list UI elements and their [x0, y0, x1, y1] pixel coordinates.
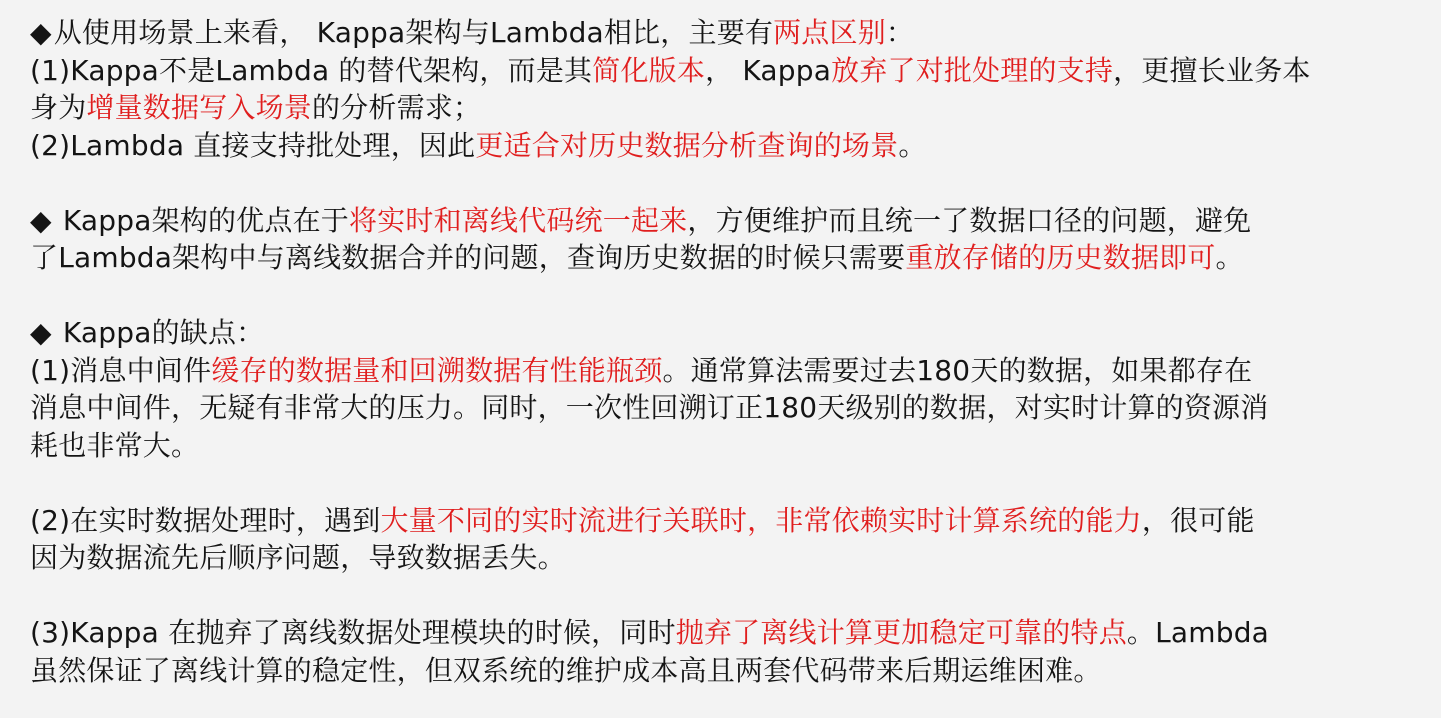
- spacer: [30, 164, 1401, 202]
- spacer: [30, 464, 1401, 502]
- spacer: [30, 577, 1401, 615]
- disadvantage-1-line-1: (1)消息中间件缓存的数据量和回溯数据有性能瓶颈。通常算法需要过去180天的数据，如果都存在: [30, 353, 1253, 387]
- diamond-icon: ◆: [30, 16, 52, 49]
- kappa-advantage-line-1: ◆ Kappa架构的优点在于将实时和离线代码统一起来，方便维护而且统一了数据口径的问题，避免: [30, 202, 1401, 240]
- spacer: [30, 277, 1401, 315]
- difference-2: (2)Lambda 直接支持批处理，因此更适合对历史数据分析查询的场景。: [30, 128, 927, 162]
- disadvantage-3-line-1: (3)Kappa 在抛弃了离线数据处理模块的时候，同时抛弃了离线计算更加稳定可靠的特点。Lambda: [30, 616, 1270, 649]
- difference-1-line-1: (1)Kappa不是Lambda 的替代架构，而是其简化版本， Kappa放弃了对批处理的支持，更擅长业务本: [30, 53, 1311, 87]
- kappa-disadvantage-heading: ◆ Kappa的缺点：: [30, 314, 1401, 352]
- disadvantage-3-line-2: 虽然保证了离线计算的稳定性，但双系统的维护成本高且两套代码带来后期运维困难。: [30, 653, 1102, 687]
- kappa-advantage-line-2: 了Lambda架构中与离线数据合并的问题，查询历史数据的时候只需要重放存储的历史数据即可。: [30, 241, 1244, 274]
- disadvantage-1-line-3: 耗也非常大。: [30, 428, 200, 462]
- diamond-icon: ◆: [30, 316, 52, 349]
- disadvantage-2-line-2: 因为数据流先后顺序问题，导致数据丢失。: [30, 541, 566, 574]
- usage-scenario-intro: ◆从使用场景上来看， Kappa架构与Lambda相比，主要有两点区别：: [30, 14, 1401, 52]
- disadvantage-2-line-1: (2)在实时数据处理时，遇到大量不同的实时流进行关联时，非常依赖实时计算系统的能力，很可能: [30, 503, 1255, 537]
- difference-1-line-2: 身为增量数据写入场景的分析需求；: [30, 91, 482, 124]
- disadvantage-1-line-2: 消息中间件，无疑有非常大的压力。同时，一次性回溯订正180天级别的数据，对实时计算的资源消: [30, 391, 1269, 424]
- diamond-icon: ◆: [30, 203, 52, 237]
